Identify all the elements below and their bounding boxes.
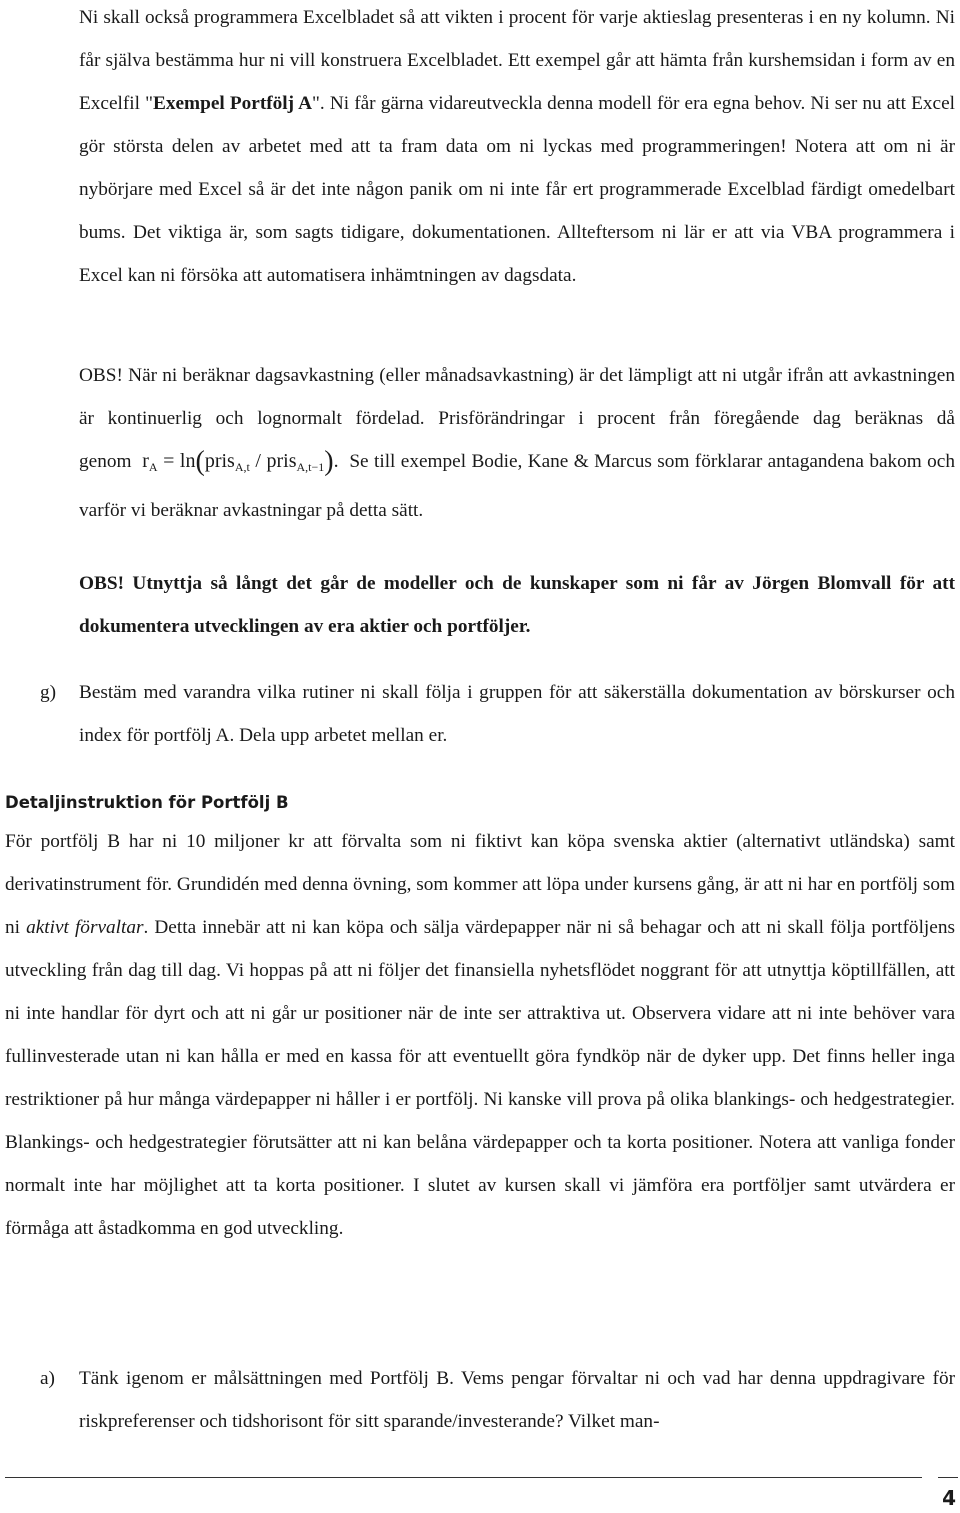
formula-divide: /	[255, 450, 261, 472]
paragraph-text: Se till exempel Bodie, Kane & Marcus som förklarar antagandena bakom och varför vi beräknar avkastningar på detta sätt.	[79, 451, 956, 521]
formula-numerator: pris	[204, 450, 235, 472]
formula-r: r	[142, 450, 149, 472]
paragraph-obs-bold: OBS! Utnyttja så långt det går de modeller och de kunskaper som ni får av Jörgen Blomvall för att dokumentera utvecklingen av era aktier och portföljer.	[79, 573, 955, 637]
footer-rule-short	[938, 1477, 958, 1478]
paragraph-text: . Detta innebär att ni kan köpa och sälja värdepapper när ni så behagar och att ni skall följa portföljens utveckling från dag till dag. Vi hoppas på att ni följer det finansiella nyhetsflödet noggrant för att utnyttja köptillfällen, att ni inte handlar för dyrt och att ni går ur positioner när de inte ser attraktiva ut. Observera vidare att ni inte behöver vara fullinvesterade utan ni kan hålla er med en kassa för att eventuellt göra fyndköp när de dyker upp. Det finns heller inga restriktioner på hur många värdepapper ni håller i er portfölj. Ni kanske vill prova på olika blankings- och hedgestrategier. Blankings- och hedgestrategier förutsätter att ni kan belåna värdepapper och ta korta positioner. Notera att vanliga fonder normalt inte har möjlighet att ta korta positioner. I slutet av kursen skall vi jämföra era portföljer samt utvärdera er förmåga att åstadkomma en god utveckling.	[5, 917, 955, 1239]
list-item-text: Bestäm med varandra vilka rutiner ni skall följa i gruppen för att säkerställa dokumentation av börskurser och index för portfölj A. Dela upp arbetet mellan er.	[79, 682, 955, 746]
section-heading: Detaljinstruktion för Portfölj B	[5, 793, 289, 812]
paragraph-text: För portfölj B har ni 10 miljoner kr att förvalta som ni fiktivt kan köpa svenska aktier (alternativt utländska) samt derivatinstrument för. Grundidén med denna övning, som kommer att löpa under kursens gång, är att ni har en portfölj som ni	[5, 831, 955, 938]
footer-rule	[5, 1477, 922, 1478]
paragraph-text: ". Ni får gärna vidareutveckla denna modell för era egna behov. Ni ser nu att Excel gör största delen av arbetet med att ta fram data om ni lyckas med programmeringen! Notera att om ni är nybörjare med Excel så är det inte någon panik om ni inte får ert programmerade Excelblad färdigt omedelbart bums. Det viktiga är, som sagts tidigare, dokumentationen. Allteftersom ni lär er att via VBA programmera i Excel kan ni försöka att automatisera inhämtningen av dagsdata.	[79, 93, 956, 286]
formula-sub: A,t	[234, 460, 250, 474]
page-number: 4	[942, 1486, 956, 1510]
paragraph-obs-returns	[79, 354, 955, 532]
formula-sub: A,t−1	[296, 460, 325, 474]
formula-eq: = ln	[163, 450, 196, 472]
paragraph-text: Ni skall också programmera Excelbladet så att vikten i procent för varje aktieslag presenteras i en ny kolumn. Ni får själva bestämma hur ni vill konstruera Excelbladet. Ett exempel går att hämta från kurshemsidan i form av en Excelfil "	[79, 7, 955, 114]
formula-denominator: pris	[266, 450, 297, 472]
paragraph-portfolio-b	[5, 820, 955, 1250]
list-marker: a)	[40, 1368, 55, 1389]
excel-file-name: Exempel Portfölj A	[153, 93, 313, 114]
list-marker: g)	[40, 682, 57, 703]
italic-text: aktivt förvaltar	[26, 917, 144, 938]
list-item-text: Tänk igenom er målsättningen med Portfölj B. Vems pengar förvaltar ni och vad har denna uppdragivare för riskpreferenser och tidshorisont för sitt sparande/investerande? Vilket man-	[79, 1368, 955, 1432]
formula-sub: A	[148, 460, 158, 474]
paragraph-text: OBS! När ni beräknar dagsavkastning (eller månadsavkastning) är det lämpligt att ni utgår ifrån att avkastningen är kontinuerlig och lognormalt fördelad. Prisförändringar i procent från föregående dag beräknas då genom	[79, 365, 955, 472]
formula-period: .	[333, 450, 339, 472]
log-return-formula: $r_A$ = ln(pris$_{A,t}$ / pris$_{A,t-1}$).	[142, 446, 339, 477]
paragraph-portfolio-a-excel	[79, 0, 955, 297]
